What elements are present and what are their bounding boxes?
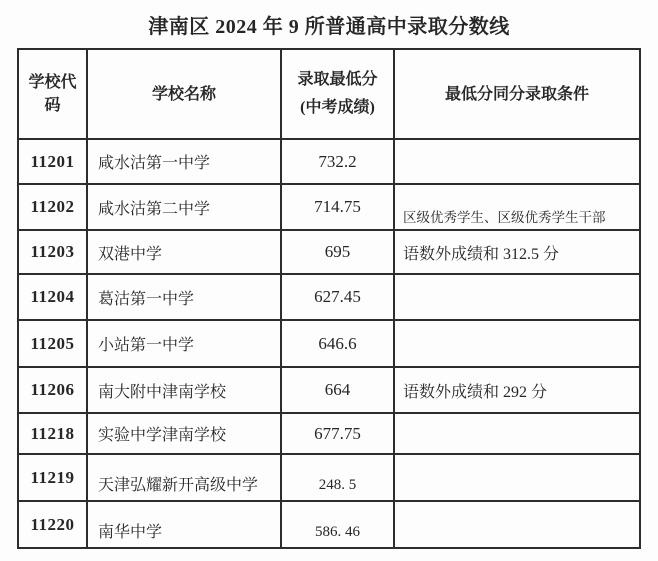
school-name-cell: 南大附中津南学校 <box>87 367 281 413</box>
table-row <box>18 413 640 454</box>
score-cell: 664 <box>281 367 394 413</box>
school-name-cell: 葛沽第一中学 <box>87 274 281 320</box>
school-name-cell: 南华中学 <box>87 501 281 548</box>
header-min-score <box>281 49 394 139</box>
condition-cell: 语数外成绩和 292 分 <box>394 367 640 413</box>
header-school-code: 学校代码 <box>18 49 87 139</box>
school-code-cell: 11220 <box>18 501 87 548</box>
condition-cell <box>394 274 640 320</box>
condition-cell <box>394 320 640 367</box>
table-row <box>18 501 640 548</box>
table-row <box>18 139 640 184</box>
school-name-cell: 实验中学津南学校 <box>87 413 281 454</box>
header-tie-condition: 最低分同分录取条件 <box>394 49 640 139</box>
score-cell: 677.75 <box>281 413 394 454</box>
condition-cell: 语数外成绩和 312.5 分 <box>394 230 640 274</box>
scores-table <box>17 48 641 549</box>
condition-cell <box>394 454 640 501</box>
condition-cell: 区级优秀学生、区级优秀学生干部 <box>394 184 640 230</box>
school-name-cell: 双港中学 <box>87 230 281 274</box>
score-cell: 732.2 <box>281 139 394 184</box>
score-cell: 627.45 <box>281 274 394 320</box>
score-cell: 646.6 <box>281 320 394 367</box>
header-school-name: 学校名称 <box>87 49 281 139</box>
school-name-cell: 天津弘耀新开高级中学 <box>87 454 281 501</box>
table-row <box>18 184 640 230</box>
school-code-cell: 11203 <box>18 230 87 274</box>
condition-cell <box>394 501 640 548</box>
page-title: 津南区 2024 年 9 所普通高中录取分数线 <box>148 16 510 38</box>
score-cell: 695 <box>281 230 394 274</box>
school-code-cell: 11218 <box>18 413 87 454</box>
table-row <box>18 320 640 367</box>
table-row <box>18 367 640 413</box>
school-code-cell: 11202 <box>18 184 87 230</box>
score-cell: 586. 46 <box>281 501 394 548</box>
header-row <box>18 49 640 139</box>
condition-cell <box>394 139 640 184</box>
school-name-cell: 小站第一中学 <box>87 320 281 367</box>
score-cell: 714.75 <box>281 184 394 230</box>
school-code-cell: 11219 <box>18 454 87 501</box>
school-code-cell: 11206 <box>18 367 87 413</box>
header-min-score-line1: 录取最低分 <box>297 71 378 88</box>
table-row <box>18 454 640 501</box>
school-code-cell: 11201 <box>18 139 87 184</box>
school-code-cell: 11205 <box>18 320 87 367</box>
score-cell: 248. 5 <box>281 454 394 501</box>
table-row <box>18 274 640 320</box>
condition-cell <box>394 413 640 454</box>
header-min-score-line2: (中考成绩) <box>300 99 375 116</box>
school-name-cell: 咸水沽第一中学 <box>87 139 281 184</box>
school-name-cell: 咸水沽第二中学 <box>87 184 281 230</box>
table-row <box>18 230 640 274</box>
school-code-cell: 11204 <box>18 274 87 320</box>
